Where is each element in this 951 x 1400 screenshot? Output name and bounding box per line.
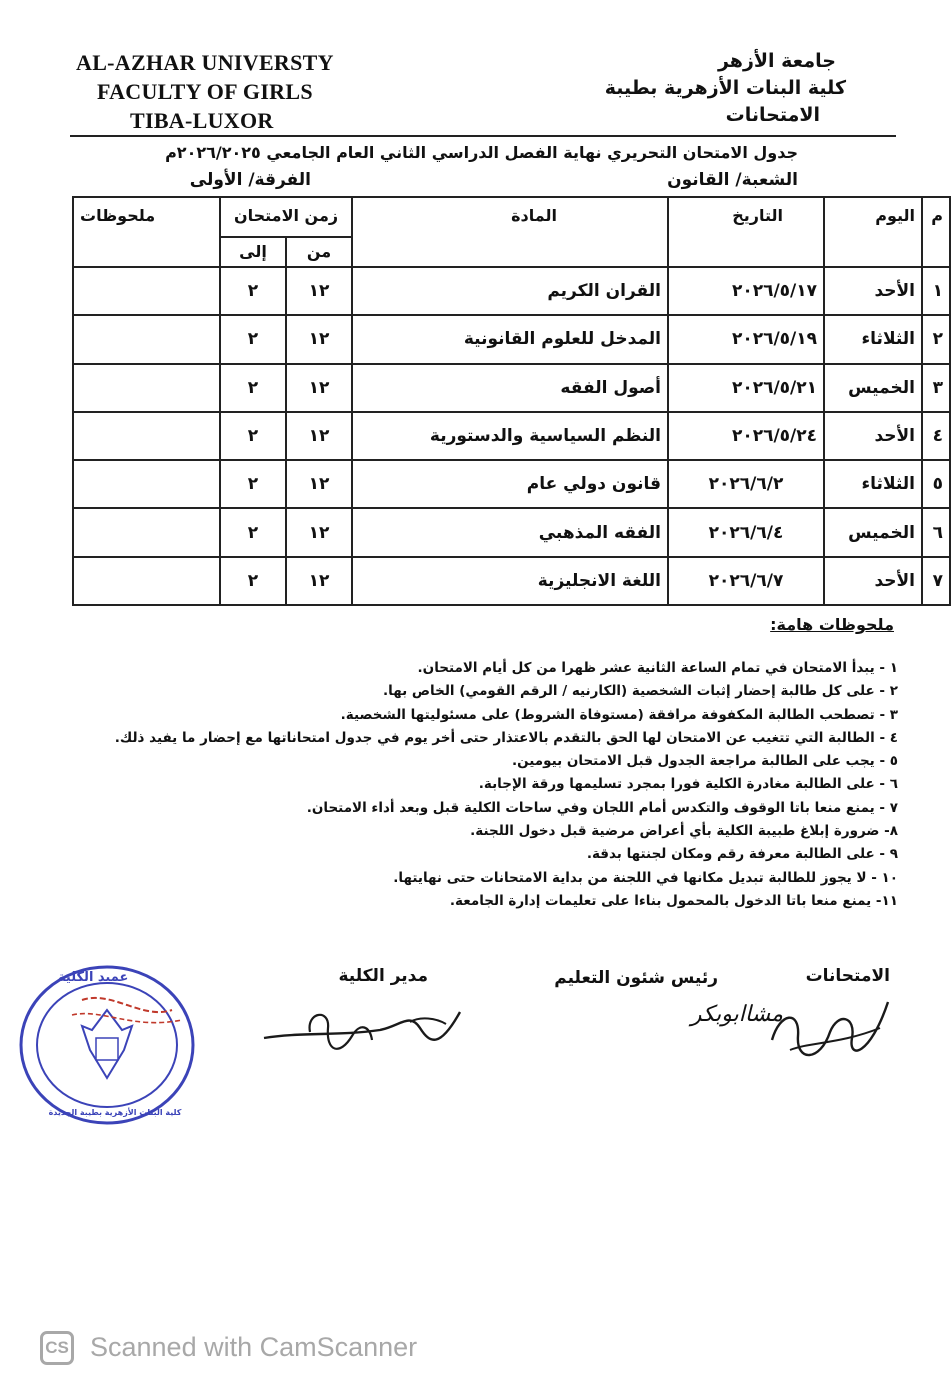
row-day: الخميس bbox=[824, 364, 922, 412]
row-day: الأحد bbox=[824, 412, 922, 460]
list-item: ٦ - على الطالبة مغادرة الكلية فورا بمجرد تسليمها ورقة الإجابة. bbox=[478, 776, 898, 793]
row-to: ٢ bbox=[220, 315, 286, 363]
list-item: ٥ - يجب على الطالبة مراجعة الجدول قبل الامتحان بيومين. bbox=[511, 753, 898, 770]
university-name-ar: جامعة الأزهر bbox=[717, 50, 836, 72]
row-to: ٢ bbox=[220, 364, 286, 412]
row-to: ٢ bbox=[220, 412, 286, 460]
faculty-name-en: FACULTY OF GIRLS bbox=[97, 79, 313, 104]
row-notes bbox=[73, 557, 220, 605]
division-label: الشعبة/ القانون bbox=[667, 170, 798, 190]
header-day: اليوم bbox=[824, 197, 922, 267]
table-row bbox=[73, 557, 950, 605]
row-subject: أصول الفقه bbox=[352, 364, 668, 412]
row-date: ٢٠٢٦/٦/٧ bbox=[668, 557, 824, 605]
signature-title-director: مدير الكلية bbox=[338, 966, 428, 986]
row-date: ٢٠٢٦/٥/٢٤ bbox=[668, 412, 824, 460]
list-item: ١ - يبدأ الامتحان في تمام الساعة الثانية عشر ظهرا من كل أيام الامتحان. bbox=[417, 660, 898, 676]
row-from: ١٢ bbox=[286, 460, 352, 508]
list-item: ١١- يمنع منعا باتا الدخول بالمحمول بناءا على تعليمات إدارة الجامعة. bbox=[449, 892, 898, 909]
signature-title-education: رئيس شئون التعليم bbox=[554, 968, 718, 988]
university-name-en: AL-AZHAR UNIVERSTY bbox=[76, 50, 334, 75]
list-item: ٩ - على الطالبة معرفة رقم ومكان لجنتها بدقة. bbox=[586, 846, 898, 863]
notes-title: ملحوظات هامة: bbox=[770, 615, 894, 634]
department-ar: الامتحانات bbox=[725, 104, 820, 126]
row-to: ٢ bbox=[220, 508, 286, 556]
header-num: م bbox=[922, 197, 950, 267]
signature-title-exams: الامتحانات bbox=[805, 966, 890, 986]
row-from: ١٢ bbox=[286, 364, 352, 412]
row-notes bbox=[73, 315, 220, 363]
row-to: ٢ bbox=[220, 267, 286, 315]
row-notes bbox=[73, 364, 220, 412]
list-item: ١٠ - لا يجوز للطالبة تبديل مكانها في اللجنة من بداية الامتحانات حتى نهايتها. bbox=[393, 869, 898, 886]
row-subject: النظم السياسية والدستورية bbox=[352, 412, 668, 460]
table-row bbox=[73, 460, 950, 508]
row-num: ١ bbox=[922, 267, 950, 315]
level-label: الفرقة/ الأولى bbox=[189, 170, 311, 190]
row-date: ٢٠٢٦/٥/١٩ bbox=[668, 315, 824, 363]
row-num: ٤ bbox=[922, 412, 950, 460]
list-item: ٨- ضرورة إبلاغ طبيبة الكلية بأي أعراض مرضية قبل دخول اللجنة. bbox=[470, 823, 898, 840]
header-exam-time: زمن الامتحان bbox=[220, 197, 352, 237]
location-en: TIBA-LUXOR bbox=[130, 108, 274, 133]
table-row bbox=[73, 315, 950, 363]
row-notes bbox=[73, 508, 220, 556]
row-day: الثلاثاء bbox=[824, 315, 922, 363]
notes-list bbox=[38, 657, 898, 913]
row-subject: اللغة الانجليزية bbox=[352, 557, 668, 605]
row-from: ١٢ bbox=[286, 508, 352, 556]
row-num: ٧ bbox=[922, 557, 950, 605]
row-notes bbox=[73, 412, 220, 460]
list-item: ٣ - تصطحب الطالبة المكفوفة مرافقة (مستوفاة الشروط) على مسئوليتها الشخصية. bbox=[340, 706, 898, 723]
director-signature bbox=[260, 992, 470, 1072]
header-divider bbox=[70, 135, 896, 137]
row-num: ٦ bbox=[922, 508, 950, 556]
row-day: الثلاثاء bbox=[824, 460, 922, 508]
row-date: ٢٠٢٦/٥/١٧ bbox=[668, 267, 824, 315]
camscanner-logo-icon: CS bbox=[40, 1331, 74, 1365]
list-item: ٧ - يمنع منعا باتا الوقوف والتكدس أمام اللجان وفي ساحات الكلية قبل وبعد أداء الامتحان. bbox=[306, 799, 898, 816]
header-subject: المادة bbox=[352, 197, 668, 267]
stamp-text: كلية البنات الأزهرية بطيبة الجديدة bbox=[48, 1108, 182, 1117]
row-date: ٢٠٢٦/٥/٢١ bbox=[668, 364, 824, 412]
faculty-name-ar: كلية البنات الأزهرية بطيبة bbox=[604, 77, 846, 99]
scan-watermark: Scanned with CamScanner bbox=[90, 1332, 418, 1362]
row-from: ١٢ bbox=[286, 267, 352, 315]
table-row bbox=[73, 412, 950, 460]
row-from: ١٢ bbox=[286, 412, 352, 460]
row-subject: الفقه المذهبي bbox=[352, 508, 668, 556]
row-subject: المدخل للعلوم القانونية bbox=[352, 315, 668, 363]
row-num: ٥ bbox=[922, 460, 950, 508]
stamp-dean-label: عميد الكلية bbox=[58, 970, 129, 985]
table-row bbox=[73, 267, 950, 315]
exam-schedule-table bbox=[72, 196, 951, 606]
education-signature: مشاابوبكر bbox=[690, 1002, 783, 1027]
row-day: الأحد bbox=[824, 267, 922, 315]
header-notes: ملحوظات bbox=[73, 197, 220, 267]
row-from: ١٢ bbox=[286, 315, 352, 363]
row-day: الأحد bbox=[824, 557, 922, 605]
row-notes bbox=[73, 460, 220, 508]
row-from: ١٢ bbox=[286, 557, 352, 605]
row-date: ٢٠٢٦/٦/٢ bbox=[668, 460, 824, 508]
row-to: ٢ bbox=[220, 557, 286, 605]
row-num: ٣ bbox=[922, 364, 950, 412]
list-item: ٢ - على كل طالبة إحضار إثبات الشخصية (الكارنيه / الرقم القومي) الخاص بها. bbox=[383, 683, 898, 700]
document-title: جدول الامتحان التحريري نهاية الفصل الدراسي الثاني العام الجامعي ٢٠٢٦/٢٠٢٥م bbox=[165, 143, 798, 162]
header-from: من bbox=[286, 237, 352, 267]
row-day: الخميس bbox=[824, 508, 922, 556]
list-item: ٤ - الطالبة التي تتغيب عن الامتحان لها الحق بالتقدم بالاعتذار حتى أخر يوم في جدول امتحاناتها مع إحضار ما يفيد ذلك. bbox=[114, 729, 898, 746]
table-row bbox=[73, 364, 950, 412]
row-subject: قانون دولي عام bbox=[352, 460, 668, 508]
header-date: التاريخ bbox=[668, 197, 824, 267]
row-to: ٢ bbox=[220, 460, 286, 508]
table-row bbox=[73, 508, 950, 556]
row-num: ٢ bbox=[922, 315, 950, 363]
row-date: ٢٠٢٦/٦/٤ bbox=[668, 508, 824, 556]
row-notes bbox=[73, 267, 220, 315]
official-stamp bbox=[12, 960, 202, 1130]
row-subject: القران الكريم bbox=[352, 267, 668, 315]
header-to: إلى bbox=[220, 237, 286, 267]
